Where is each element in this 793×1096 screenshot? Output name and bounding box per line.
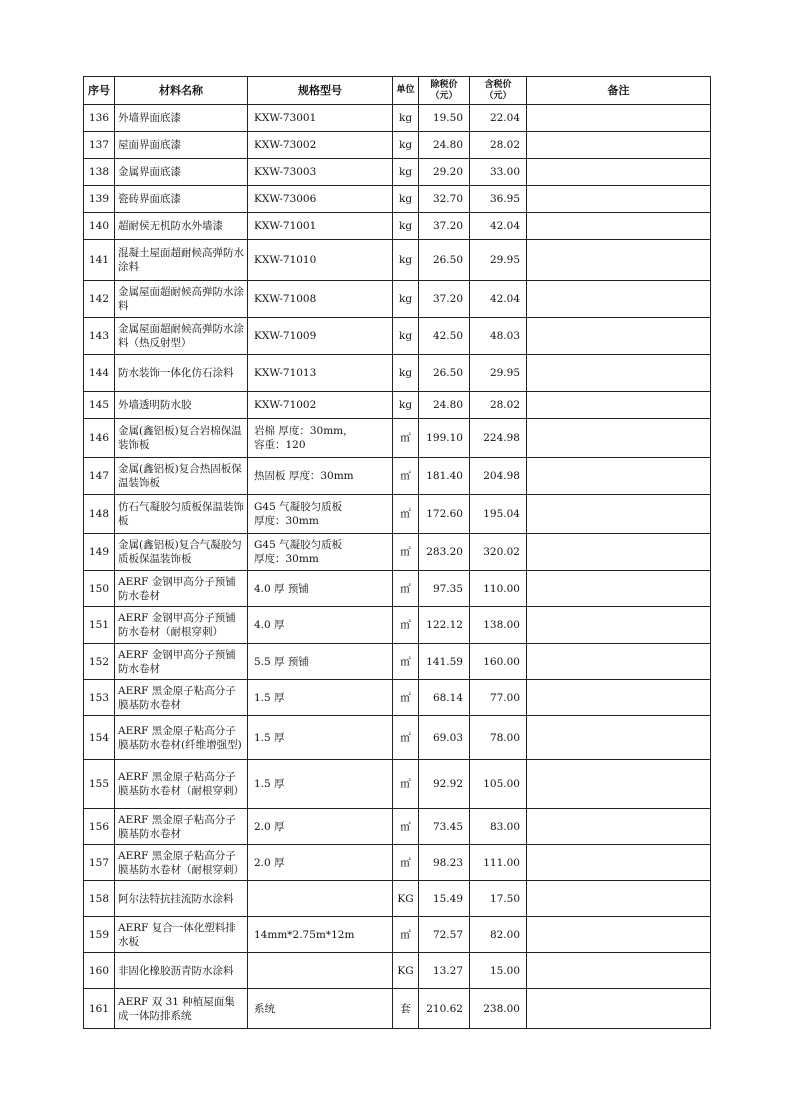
unit-cell: kg: [393, 240, 419, 281]
material-name-cell: AERF 双 31 种植屋面集成一体防排系统: [115, 989, 248, 1029]
table-row: [84, 716, 711, 760]
material-name-cell: 金属屋面超耐候高弹防水涂料: [115, 281, 248, 318]
material-name-cell: AERF 黑金原子粘高分子膜基防水卷材（耐根穿刺）: [115, 845, 248, 881]
table-row: [84, 644, 711, 680]
table-row: [84, 571, 711, 607]
remark-cell: [527, 132, 711, 159]
price-table: [83, 76, 711, 1029]
remark-cell: [527, 607, 711, 644]
spec-model-cell: 2.0 厚: [248, 845, 393, 881]
price-ex-tax-cell: 73.45: [419, 809, 470, 845]
unit-cell: ㎡: [393, 845, 419, 881]
remark-cell: [527, 281, 711, 318]
material-name-cell: AERF 金钢甲高分子预铺防水卷材（耐根穿刺）: [115, 607, 248, 644]
material-name-cell: 防水装饰一体化仿石涂料: [115, 355, 248, 392]
price-inc-tax-cell: 82.00: [470, 917, 527, 953]
price-ex-tax-cell: 24.80: [419, 132, 470, 159]
material-name-cell: AERF 黑金原子粘高分子膜基防水卷材(纤维增强型): [115, 716, 248, 760]
unit-cell: kg: [393, 392, 419, 419]
price-inc-tax-cell: 83.00: [470, 809, 527, 845]
material-name-cell: 屋面界面底漆: [115, 132, 248, 159]
spec-model-cell: 热固板 厚度：30mm: [248, 458, 393, 495]
spec-model-cell: KXW-71001: [248, 213, 393, 240]
spec-model-cell: G45 气凝胶匀质板 厚度：30mm: [248, 495, 393, 534]
price-ex-tax-cell: 98.23: [419, 845, 470, 881]
table-row: [84, 917, 711, 953]
unit-cell: ㎡: [393, 571, 419, 607]
remark-cell: [527, 809, 711, 845]
unit-cell: kg: [393, 132, 419, 159]
row-number-cell: 151: [84, 607, 115, 644]
spec-model-cell: KXW-71010: [248, 240, 393, 281]
unit-cell: ㎡: [393, 716, 419, 760]
table-row: [84, 281, 711, 318]
price-inc-tax-cell: 42.04: [470, 281, 527, 318]
header-unit: 单位: [393, 77, 419, 105]
price-ex-tax-cell: 26.50: [419, 240, 470, 281]
remark-cell: [527, 186, 711, 213]
table-row: [84, 607, 711, 644]
table-row: [84, 845, 711, 881]
spec-model-cell: [248, 953, 393, 989]
table-row: [84, 318, 711, 355]
material-name-cell: 外墙界面底漆: [115, 105, 248, 132]
table-row: [84, 240, 711, 281]
row-number-cell: 161: [84, 989, 115, 1029]
spec-model-cell: 1.5 厚: [248, 760, 393, 809]
remark-cell: [527, 845, 711, 881]
unit-cell: KG: [393, 953, 419, 989]
price-ex-tax-cell: 42.50: [419, 318, 470, 355]
table-row: [84, 760, 711, 809]
material-name-cell: 金属界面底漆: [115, 159, 248, 186]
spec-model-cell: KXW-73001: [248, 105, 393, 132]
table-row: [84, 132, 711, 159]
unit-cell: ㎡: [393, 458, 419, 495]
row-number-cell: 148: [84, 495, 115, 534]
row-number-cell: 137: [84, 132, 115, 159]
price-inc-tax-cell: 29.95: [470, 240, 527, 281]
spec-model-cell: KXW-73003: [248, 159, 393, 186]
unit-cell: 套: [393, 989, 419, 1029]
price-inc-tax-cell: 28.02: [470, 392, 527, 419]
spec-model-cell: KXW-73002: [248, 132, 393, 159]
remark-cell: [527, 213, 711, 240]
price-inc-tax-cell: 238.00: [470, 989, 527, 1029]
price-inc-tax-cell: 111.00: [470, 845, 527, 881]
spec-model-cell: KXW-71002: [248, 392, 393, 419]
row-number-cell: 143: [84, 318, 115, 355]
spec-model-cell: KXW-73006: [248, 186, 393, 213]
price-ex-tax-cell: 283.20: [419, 534, 470, 571]
remark-cell: [527, 159, 711, 186]
spec-model-cell: 1.5 厚: [248, 680, 393, 716]
table-row: [84, 458, 711, 495]
table-body: [84, 105, 711, 1029]
price-ex-tax-cell: 29.20: [419, 159, 470, 186]
remark-cell: [527, 571, 711, 607]
unit-cell: kg: [393, 159, 419, 186]
spec-model-cell: [248, 881, 393, 917]
row-number-cell: 160: [84, 953, 115, 989]
table-row: [84, 213, 711, 240]
unit-cell: ㎡: [393, 607, 419, 644]
price-ex-tax-cell: 37.20: [419, 213, 470, 240]
price-inc-tax-cell: 17.50: [470, 881, 527, 917]
row-number-cell: 141: [84, 240, 115, 281]
row-number-cell: 142: [84, 281, 115, 318]
material-name-cell: 超耐侯无机防水外墙漆: [115, 213, 248, 240]
price-inc-tax-cell: 78.00: [470, 716, 527, 760]
material-name-cell: 金属(鑫铝板)复合岩棉保温装饰板: [115, 419, 248, 458]
price-ex-tax-cell: 141.59: [419, 644, 470, 680]
price-inc-tax-cell: 138.00: [470, 607, 527, 644]
remark-cell: [527, 760, 711, 809]
price-ex-tax-cell: 15.49: [419, 881, 470, 917]
row-number-cell: 155: [84, 760, 115, 809]
table-row: [84, 534, 711, 571]
spec-model-cell: KXW-71008: [248, 281, 393, 318]
unit-cell: ㎡: [393, 534, 419, 571]
price-ex-tax-cell: 199.10: [419, 419, 470, 458]
price-ex-tax-cell: 122.12: [419, 607, 470, 644]
table-row: [84, 392, 711, 419]
remark-cell: [527, 240, 711, 281]
material-name-cell: 混凝土屋面超耐候高弹防水涂料: [115, 240, 248, 281]
header-remark: 备注: [527, 77, 711, 105]
material-name-cell: AERF 黑金原子粘高分子膜基防水卷材（耐根穿刺）: [115, 760, 248, 809]
remark-cell: [527, 953, 711, 989]
price-inc-tax-cell: 110.00: [470, 571, 527, 607]
remark-cell: [527, 355, 711, 392]
row-number-cell: 150: [84, 571, 115, 607]
price-ex-tax-cell: 97.35: [419, 571, 470, 607]
remark-cell: [527, 419, 711, 458]
price-ex-tax-cell: 72.57: [419, 917, 470, 953]
row-number-cell: 147: [84, 458, 115, 495]
unit-cell: kg: [393, 318, 419, 355]
price-ex-tax-cell: 172.60: [419, 495, 470, 534]
price-ex-tax-cell: 26.50: [419, 355, 470, 392]
price-ex-tax-cell: 24.80: [419, 392, 470, 419]
row-number-cell: 152: [84, 644, 115, 680]
spec-model-cell: 5.5 厚 预铺: [248, 644, 393, 680]
price-inc-tax-cell: 224.98: [470, 419, 527, 458]
header-spec-model: 规格型号: [248, 77, 393, 105]
table-row: [84, 186, 711, 213]
header-no: 序号: [84, 77, 115, 105]
row-number-cell: 146: [84, 419, 115, 458]
price-ex-tax-cell: 210.62: [419, 989, 470, 1029]
unit-cell: kg: [393, 105, 419, 132]
row-number-cell: 159: [84, 917, 115, 953]
row-number-cell: 153: [84, 680, 115, 716]
table-row: [84, 809, 711, 845]
spec-model-cell: 14mm*2.75m*12m: [248, 917, 393, 953]
price-ex-tax-cell: 181.40: [419, 458, 470, 495]
remark-cell: [527, 458, 711, 495]
price-inc-tax-cell: 42.04: [470, 213, 527, 240]
spec-model-cell: 2.0 厚: [248, 809, 393, 845]
material-name-cell: AERF 金钢甲高分子预铺防水卷材: [115, 644, 248, 680]
price-inc-tax-cell: 160.00: [470, 644, 527, 680]
price-inc-tax-cell: 22.04: [470, 105, 527, 132]
price-ex-tax-cell: 32.70: [419, 186, 470, 213]
table-row: [84, 105, 711, 132]
remark-cell: [527, 917, 711, 953]
unit-cell: KG: [393, 881, 419, 917]
spec-model-cell: 岩棉 厚度：30mm， 容重：120: [248, 419, 393, 458]
header-material-name: 材料名称: [115, 77, 248, 105]
price-inc-tax-cell: 77.00: [470, 680, 527, 716]
material-name-cell: 金属屋面超耐候高弹防水涂料（热反射型）: [115, 318, 248, 355]
unit-cell: ㎡: [393, 644, 419, 680]
table-row: [84, 881, 711, 917]
header-price-ex-tax: 除税价 （元）: [419, 77, 470, 105]
price-inc-tax-cell: 320.02: [470, 534, 527, 571]
material-name-cell: AERF 黑金原子粘高分子膜基防水卷材: [115, 680, 248, 716]
remark-cell: [527, 644, 711, 680]
remark-cell: [527, 716, 711, 760]
unit-cell: ㎡: [393, 809, 419, 845]
table-row: [84, 355, 711, 392]
price-ex-tax-cell: 92.92: [419, 760, 470, 809]
price-ex-tax-cell: 19.50: [419, 105, 470, 132]
price-ex-tax-cell: 68.14: [419, 680, 470, 716]
unit-cell: kg: [393, 186, 419, 213]
price-inc-tax-cell: 195.04: [470, 495, 527, 534]
table-row: [84, 680, 711, 716]
unit-cell: kg: [393, 281, 419, 318]
price-inc-tax-cell: 36.95: [470, 186, 527, 213]
remark-cell: [527, 318, 711, 355]
remark-cell: [527, 881, 711, 917]
unit-cell: ㎡: [393, 495, 419, 534]
row-number-cell: 136: [84, 105, 115, 132]
remark-cell: [527, 680, 711, 716]
price-inc-tax-cell: 204.98: [470, 458, 527, 495]
price-inc-tax-cell: 33.00: [470, 159, 527, 186]
spec-model-cell: KXW-71009: [248, 318, 393, 355]
table-row: [84, 419, 711, 458]
spec-model-cell: G45 气凝胶匀质板 厚度：30mm: [248, 534, 393, 571]
material-name-cell: 外墙透明防水胶: [115, 392, 248, 419]
row-number-cell: 144: [84, 355, 115, 392]
row-number-cell: 149: [84, 534, 115, 571]
price-ex-tax-cell: 37.20: [419, 281, 470, 318]
price-inc-tax-cell: 29.95: [470, 355, 527, 392]
material-name-cell: AERF 黑金原子粘高分子膜基防水卷材: [115, 809, 248, 845]
material-name-cell: 阿尔法特抗挂流防水涂料: [115, 881, 248, 917]
row-number-cell: 138: [84, 159, 115, 186]
row-number-cell: 140: [84, 213, 115, 240]
table-header-row: [84, 77, 711, 105]
material-name-cell: AERF 金钢甲高分子预铺防水卷材: [115, 571, 248, 607]
price-inc-tax-cell: 48.03: [470, 318, 527, 355]
spec-model-cell: 系统: [248, 989, 393, 1029]
material-name-cell: 瓷砖界面底漆: [115, 186, 248, 213]
remark-cell: [527, 989, 711, 1029]
material-name-cell: 金属(鑫铝板)复合热固板保温装饰板: [115, 458, 248, 495]
spec-model-cell: 1.5 厚: [248, 716, 393, 760]
row-number-cell: 158: [84, 881, 115, 917]
price-inc-tax-cell: 15.00: [470, 953, 527, 989]
row-number-cell: 139: [84, 186, 115, 213]
material-name-cell: 非固化橡胶沥青防水涂料: [115, 953, 248, 989]
unit-cell: kg: [393, 355, 419, 392]
price-ex-tax-cell: 69.03: [419, 716, 470, 760]
remark-cell: [527, 534, 711, 571]
unit-cell: ㎡: [393, 419, 419, 458]
price-inc-tax-cell: 105.00: [470, 760, 527, 809]
row-number-cell: 154: [84, 716, 115, 760]
spec-model-cell: 4.0 厚: [248, 607, 393, 644]
material-name-cell: 仿石气凝胶匀质板保温装饰板: [115, 495, 248, 534]
unit-cell: ㎡: [393, 760, 419, 809]
unit-cell: kg: [393, 213, 419, 240]
unit-cell: ㎡: [393, 917, 419, 953]
remark-cell: [527, 105, 711, 132]
table-row: [84, 495, 711, 534]
remark-cell: [527, 392, 711, 419]
spec-model-cell: 4.0 厚 预铺: [248, 571, 393, 607]
price-ex-tax-cell: 13.27: [419, 953, 470, 989]
header-price-inc-tax: 含税价 （元）: [470, 77, 527, 105]
unit-cell: ㎡: [393, 680, 419, 716]
row-number-cell: 157: [84, 845, 115, 881]
row-number-cell: 145: [84, 392, 115, 419]
table-row: [84, 989, 711, 1029]
table-row: [84, 159, 711, 186]
table-row: [84, 953, 711, 989]
price-inc-tax-cell: 28.02: [470, 132, 527, 159]
spec-model-cell: KXW-71013: [248, 355, 393, 392]
row-number-cell: 156: [84, 809, 115, 845]
material-name-cell: AERF 复合一体化塑料排水板: [115, 917, 248, 953]
material-name-cell: 金属(鑫铝板)复合气凝胶匀质板保温装饰板: [115, 534, 248, 571]
remark-cell: [527, 495, 711, 534]
